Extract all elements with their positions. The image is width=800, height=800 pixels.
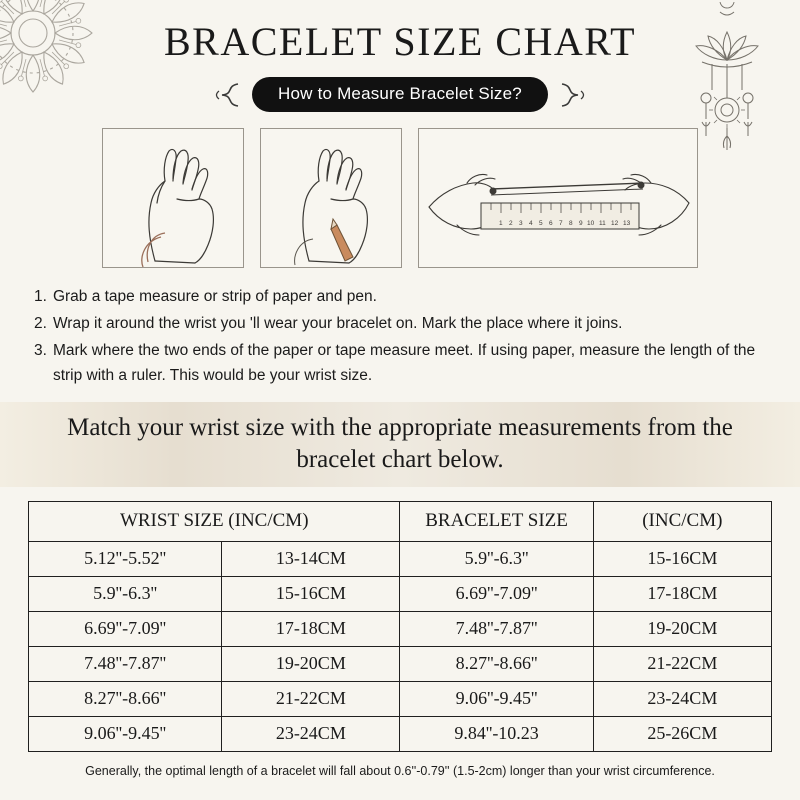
steps-list [34,284,766,388]
cell-bracelet-inch: 9.06''-9.45'' [400,681,593,716]
cell-bracelet-inch: 7.48''-7.87'' [400,611,593,646]
step-number: 1. [34,288,47,305]
step-text: Grab a tape measure or strip of paper and pen. [52,288,377,305]
cell-bracelet-inch: 6.69''-7.09'' [400,576,593,611]
illustration-row [0,128,800,268]
illustration-hand-with-tape-measure [102,128,244,268]
svg-text:6: 6 [549,220,553,227]
match-instruction-banner: Match your wrist size with the appropriate measurements from the bracelet chart below. [0,402,800,487]
subtitle-pill: How to Measure Bracelet Size? [252,77,548,112]
svg-text:8: 8 [569,220,573,227]
cell-wrist-cm: 23-24CM [222,716,400,751]
cell-wrist-inch: 6.69''-7.09'' [29,611,222,646]
subtitle-row [0,77,800,112]
cell-bracelet-cm: 21-22CM [593,646,771,681]
cell-wrist-cm: 21-22CM [222,681,400,716]
cell-wrist-inch: 7.48''-7.87'' [29,646,222,681]
svg-text:2: 2 [509,220,513,227]
cell-wrist-cm: 13-14CM [222,541,400,576]
table-row [29,646,772,681]
cell-wrist-inch: 5.9''-6.3'' [29,576,222,611]
column-header-bracelet-size: BRACELET SIZE [400,501,593,541]
cell-wrist-cm: 19-20CM [222,646,400,681]
cell-wrist-cm: 17-18CM [222,611,400,646]
size-chart-table-wrapper [28,501,772,752]
svg-text:1: 1 [499,220,503,227]
cell-wrist-inch: 5.12''-5.52'' [29,541,222,576]
svg-text:11: 11 [599,220,606,227]
svg-text:4: 4 [529,220,533,227]
svg-text:3: 3 [519,220,523,227]
flourish-left-icon [212,80,242,110]
table-row [29,541,772,576]
table-header-row [29,501,772,541]
cell-bracelet-inch: 9.84''-10.23 [400,716,593,751]
size-chart-table [28,501,772,752]
cell-bracelet-cm: 19-20CM [593,611,771,646]
flourish-right-icon [558,80,588,110]
table-row [29,611,772,646]
table-row [29,576,772,611]
step-number: 3. [34,342,47,360]
column-header-bracelet-unit: (INC/CM) [593,501,771,541]
svg-text:5: 5 [539,220,543,227]
list-item [34,284,766,309]
step-text: Wrap it around the wrist you 'll wear your bracelet on. Mark the place where it joins. [52,315,623,333]
cell-bracelet-cm: 17-18CM [593,576,771,611]
svg-text:7: 7 [559,220,563,227]
illustration-hands-measuring-with-ruler [418,128,698,268]
svg-text:13: 13 [623,220,631,227]
illustration-hand-with-paper-strip [260,128,402,268]
cell-bracelet-cm: 23-24CM [593,681,771,716]
column-header-wrist-size: WRIST SIZE (INC/CM) [29,501,400,541]
cell-wrist-cm: 15-16CM [222,576,400,611]
table-row [29,681,772,716]
cell-bracelet-inch: 8.27''-8.66'' [400,646,593,681]
step-text: Mark where the two ends of the paper or tape measure meet. If using paper, measure the length of the strip with a ruler. This would be your wrist size. [52,342,756,385]
table-row [29,716,772,751]
svg-text:9: 9 [579,220,583,227]
step-number: 2. [34,315,47,333]
cell-wrist-inch: 8.27''-8.66'' [29,681,222,716]
page-title: BRACELET SIZE CHART [163,19,637,64]
footnote-text: Generally, the optimal length of a bracelet will fall about 0.6''-0.79'' (1.5-2cm) longer than your wrist circumference. [85,763,715,778]
svg-text:10: 10 [587,220,595,227]
list-item [34,311,766,336]
svg-text:12: 12 [611,220,619,227]
cell-bracelet-cm: 15-16CM [593,541,771,576]
list-item [34,338,766,388]
cell-bracelet-inch: 5.9''-6.3'' [400,541,593,576]
cell-bracelet-cm: 25-26CM [593,716,771,751]
cell-wrist-inch: 9.06''-9.45'' [29,716,222,751]
